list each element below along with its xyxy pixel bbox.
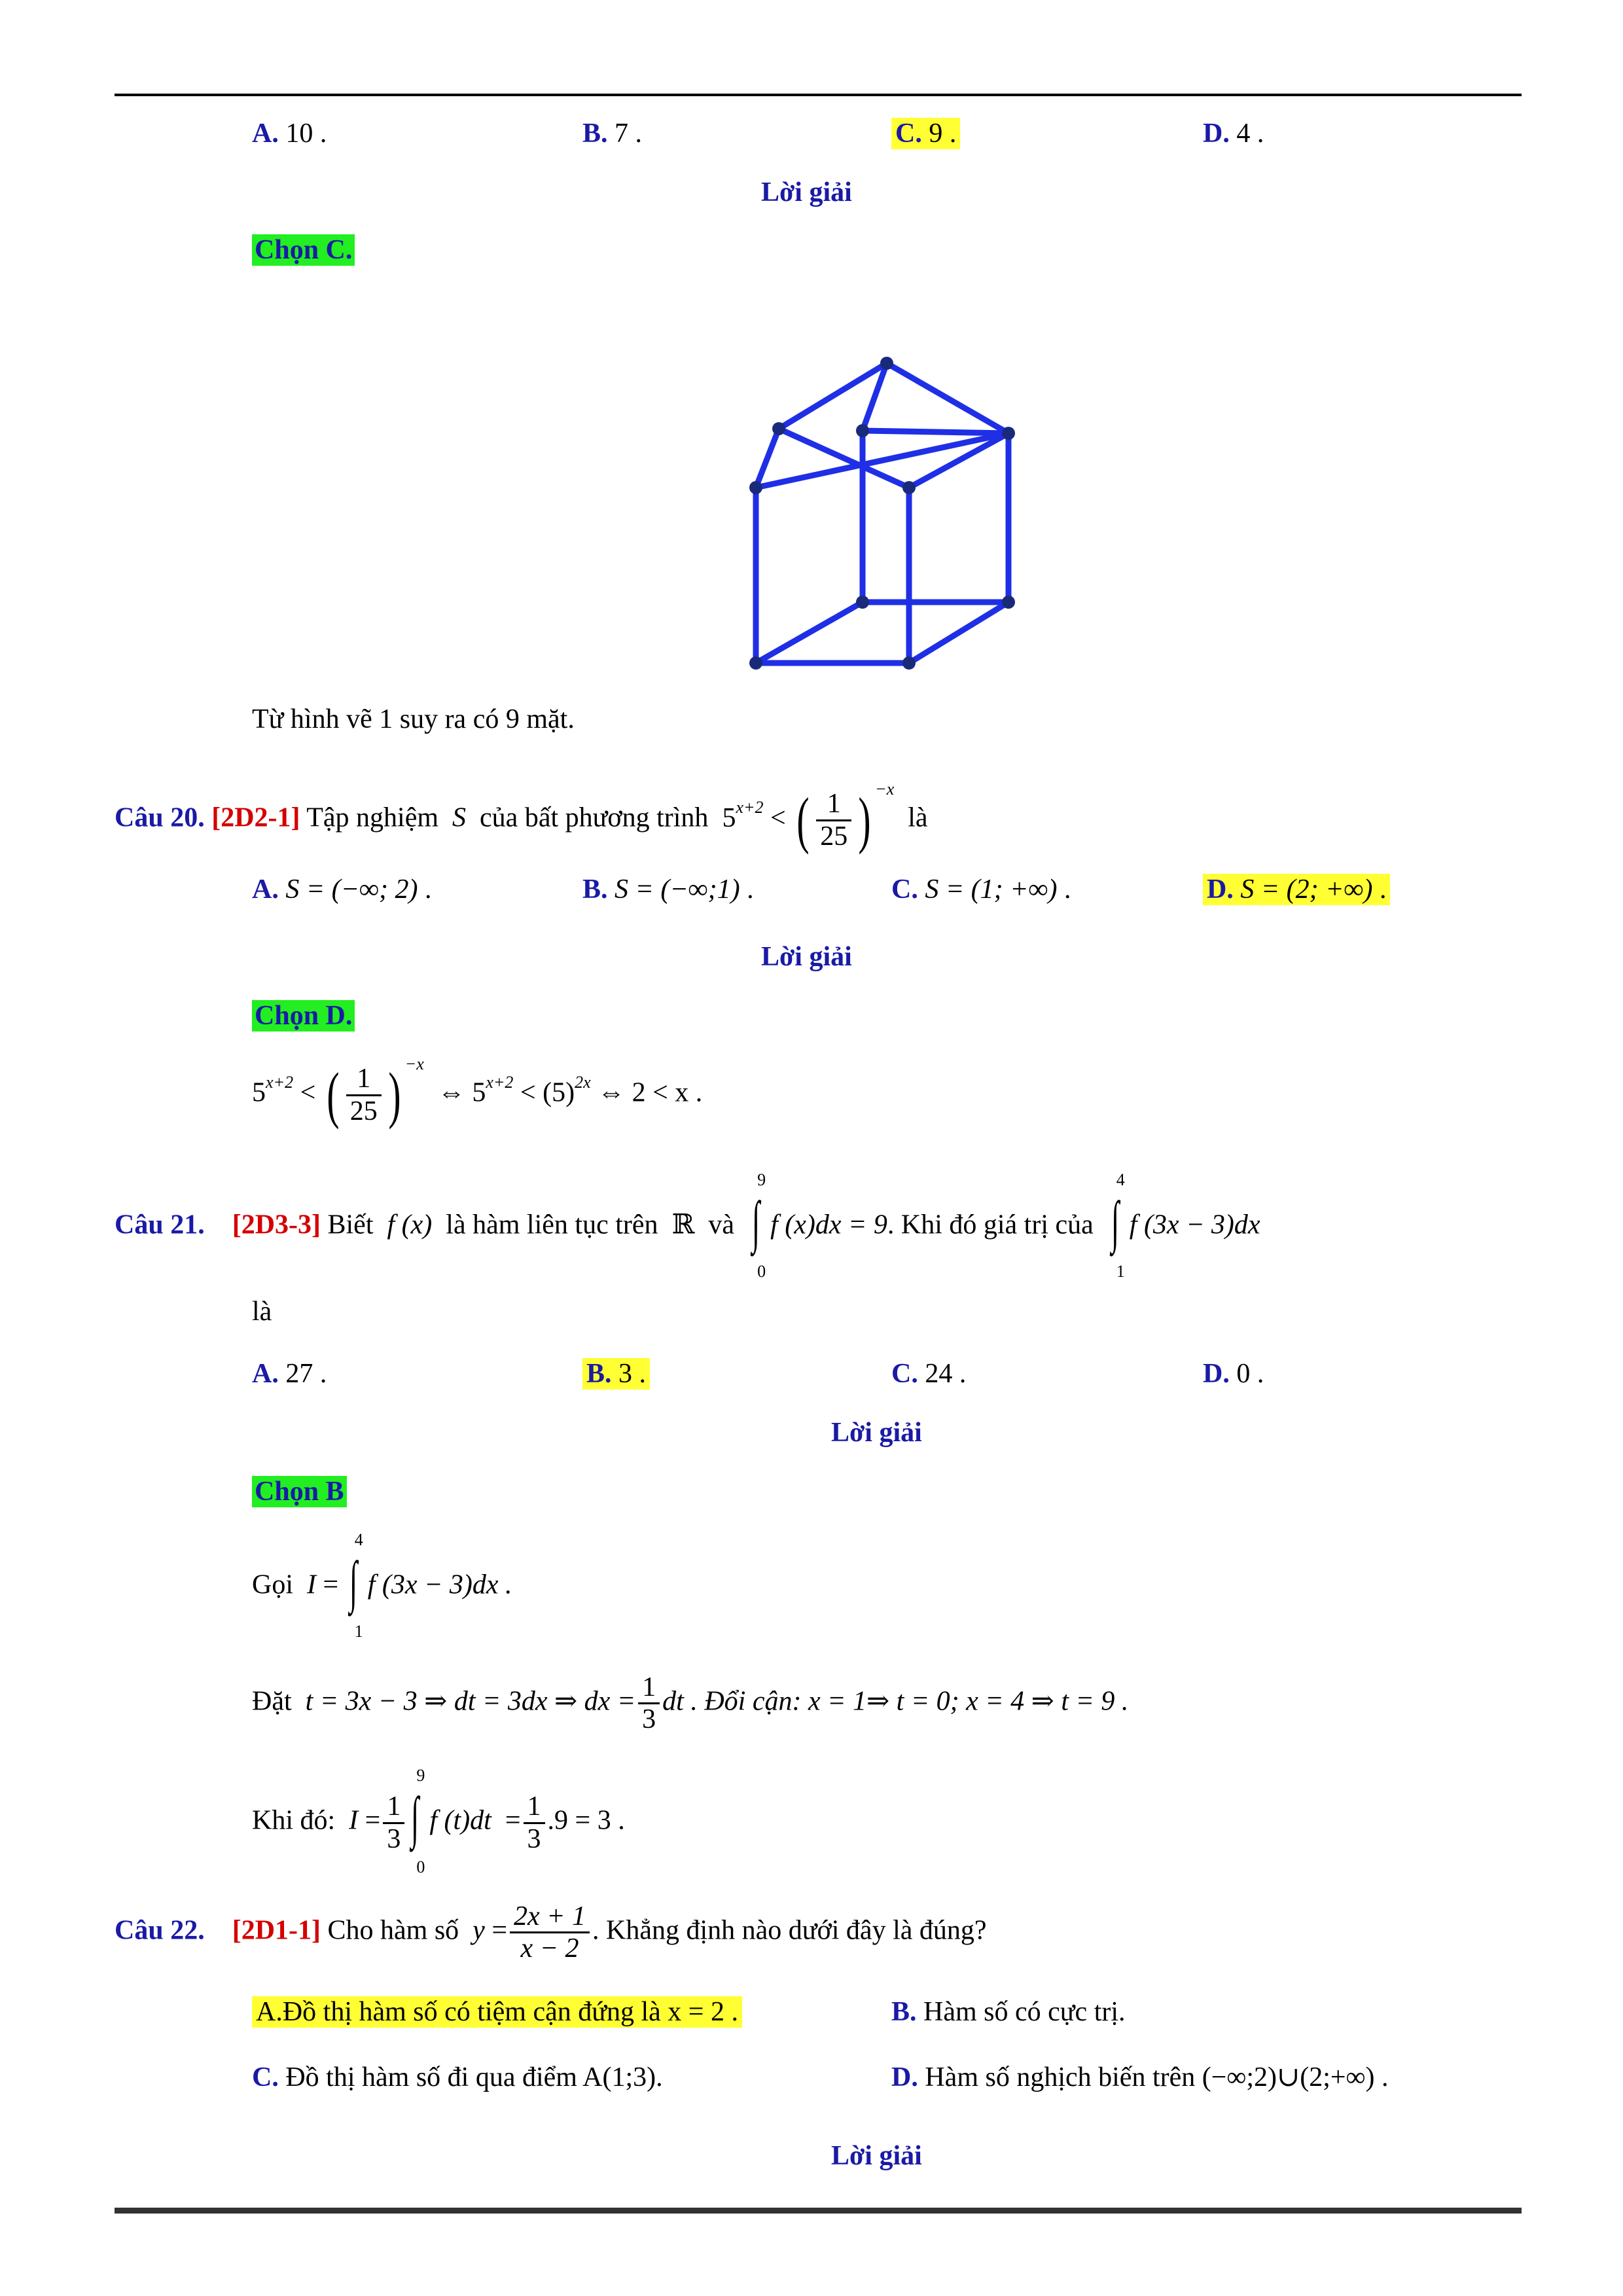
inequality-expr: $5^{x+2}$ < ( $\frac{1}{25}$ ) $^{-x}$	[722, 779, 895, 855]
integral-expr: f (3x − 3)dx	[1129, 1210, 1260, 1240]
option-value: Hàm số có cực trị.	[923, 1997, 1126, 2027]
q20-option-a: A. S = (−∞; 2) .	[252, 874, 432, 905]
option-letter: B.	[582, 118, 608, 149]
option-letter: D.	[1203, 1359, 1230, 1389]
q21-stem	[115, 1170, 1260, 1281]
q22-option-d	[891, 2062, 1388, 2093]
option-value: 3	[618, 1359, 633, 1389]
q21-option-a: A. 27 .	[252, 1359, 327, 1389]
option-value: S = (1; +∞)	[925, 874, 1058, 905]
q22-option-c	[252, 2062, 663, 2093]
option-letter: A.	[252, 118, 279, 149]
option-value: 0	[1236, 1359, 1251, 1389]
option-letter: B.	[582, 874, 608, 905]
q20-option-c: C. S = (1; +∞) .	[891, 874, 1071, 905]
q22-stem: Câu 22. [2D1-1] Cho hàm số y = $\frac{2x + 1}{x - 2}$ . Khẳng định nào dưới đây là đúng?	[115, 1901, 987, 1964]
question-number: Câu 22.	[115, 1915, 205, 1946]
q20-stem	[115, 779, 928, 855]
integral-sign: 9 ∫ 0	[411, 1766, 425, 1876]
q21-stem-end: là	[252, 1297, 272, 1327]
question-tag: [2D3-3]	[232, 1210, 321, 1240]
option-letter: C.	[891, 1359, 918, 1389]
option-letter: D.	[1207, 874, 1234, 905]
q21-chosen-answer: Chọn B	[252, 1476, 347, 1507]
stem-text: của bất phương trình	[480, 802, 709, 833]
question-tag: [2D2-1]	[211, 802, 300, 833]
option-value: 4	[1236, 118, 1251, 149]
option-value: 10	[285, 118, 313, 149]
option-value: S = (−∞;1)	[615, 874, 740, 905]
khido-result: .9 = 3 .	[547, 1805, 625, 1836]
option-value: Hàm số nghịch biến trên (−∞;2)∪(2;+∞) .	[925, 2062, 1389, 2092]
integral-sign: 9 ∫ 0	[752, 1170, 766, 1281]
q20-option-d-correct: D. S = (2; +∞) .	[1203, 874, 1390, 905]
real-numbers-symbol: ℝ	[671, 1210, 695, 1240]
variable: S	[452, 802, 467, 833]
q21-option-d: D. 0 .	[1203, 1359, 1264, 1389]
option-value: 7	[615, 118, 629, 149]
stem-text: là	[908, 802, 928, 833]
option-letter: D.	[1203, 118, 1230, 149]
q20-chosen-answer: Chọn D.	[252, 1000, 355, 1031]
integral-sign: 4 ∫ 1	[349, 1530, 363, 1641]
q22-option-b	[891, 1996, 1126, 2028]
solution-heading: Lời giải	[761, 942, 852, 972]
q20-option-b: B. S = (−∞;1) .	[582, 874, 754, 905]
work-conclusion: ⇔ 2 < x .	[597, 1077, 703, 1108]
stem-text: . Khẳng định nào dưới đây là đúng?	[592, 1915, 987, 1946]
polyhedron-figure	[726, 347, 1034, 681]
option-letter: C.	[891, 874, 918, 905]
stem-text: Tập nghiệm	[306, 802, 439, 833]
option-value: 27	[285, 1359, 313, 1389]
option-letter: A.	[252, 874, 279, 905]
option-value: Đồ thị hàm số đi qua điểm A(1;3).	[285, 2062, 663, 2092]
solution-heading: Lời giải	[831, 2141, 922, 2171]
q20-solution-work: $5^{x+2}$ < ( $\frac{1}{25}$ ) $^{-x}$ ⇔ $5^{x+2} < (5)^{2x}$ ⇔ 2 < x .	[252, 1054, 703, 1130]
dat-label: Đặt	[252, 1686, 292, 1717]
q21-khido-line: Khi đó: I = $\frac{1}{3}$ 9 ∫ 0 f (t)dt = $\frac{1}{3}$ .9 = 3 .	[252, 1766, 625, 1876]
function-fx: f (x)	[387, 1210, 433, 1240]
option-letter: B.	[586, 1359, 612, 1389]
option-letter: D.	[891, 2062, 918, 2092]
question-tag: [2D1-1]	[232, 1915, 321, 1946]
integral-sign: 4 ∫ 1	[1111, 1170, 1125, 1281]
stem-text: là hàm liên tục trên	[446, 1210, 658, 1240]
stem-text: Biết	[327, 1210, 374, 1240]
q19-chosen-answer: Chọn C.	[252, 234, 355, 266]
solution-heading: Lời giải	[831, 1418, 922, 1448]
option-value: 24	[925, 1359, 953, 1389]
stem-text: và	[708, 1210, 735, 1240]
dat-bounds: dt . Đổi cận: x = 1⇒ t = 0; x = 4 ⇒ t = 9 .	[662, 1686, 1129, 1717]
stem-text: Cho hàm số	[327, 1915, 459, 1946]
q19-option-a: A. 10 .	[252, 118, 327, 149]
option-letter: C.	[252, 2062, 279, 2092]
q19-option-b: B. 7 .	[582, 118, 643, 149]
option-letter: C.	[895, 118, 922, 149]
dat-expr: t = 3x − 3 ⇒ dt = 3dx ⇒ dx =	[305, 1686, 636, 1717]
goi-label: Gọi	[252, 1570, 293, 1600]
integral-expr: f (x)dx = 9	[770, 1210, 887, 1240]
goi-expr: f (3x − 3)dx .	[367, 1570, 512, 1600]
solution-heading: Lời giải	[761, 177, 852, 207]
option-letter: B.	[891, 1997, 917, 2027]
q19-option-c-correct: C. 9 .	[891, 118, 960, 149]
option-value: S = (2; +∞)	[1240, 874, 1373, 905]
bottom-rule	[115, 2208, 1522, 2214]
q19-option-d: D. 4 .	[1203, 118, 1264, 149]
khido-expr: f (t)dt	[429, 1805, 491, 1836]
khido-label: Khi đó:	[252, 1805, 336, 1836]
option-letter: A.	[252, 1359, 279, 1389]
option-value: S = (−∞; 2)	[285, 874, 418, 905]
q21-option-b-correct: B. 3 .	[582, 1358, 650, 1390]
top-rule	[115, 94, 1522, 96]
question-number: Câu 21.	[115, 1210, 205, 1240]
q21-dat-line: Đặt t = 3x − 3 ⇒ dt = 3dx ⇒ dx = $\frac{1}{3}$ dt . Đổi cận: x = 1⇒ t = 0; x = 4 ⇒ t = 9 .	[252, 1672, 1129, 1735]
option-value: 9	[929, 118, 943, 149]
stem-text: . Khi đó giá trị của	[887, 1210, 1094, 1240]
q21-option-c: C. 24 .	[891, 1359, 967, 1389]
q22-option-a-correct: A.Đồ thị hàm số có tiệm cận đứng là x = 2 .	[252, 1996, 742, 2028]
q19-conclusion: Từ hình vẽ 1 suy ra có 9 mặt.	[252, 704, 575, 734]
q21-goi-line: Gọi I = 4 ∫ 1 f (3x − 3)dx .	[252, 1530, 512, 1641]
question-number: Câu 20.	[115, 802, 205, 833]
